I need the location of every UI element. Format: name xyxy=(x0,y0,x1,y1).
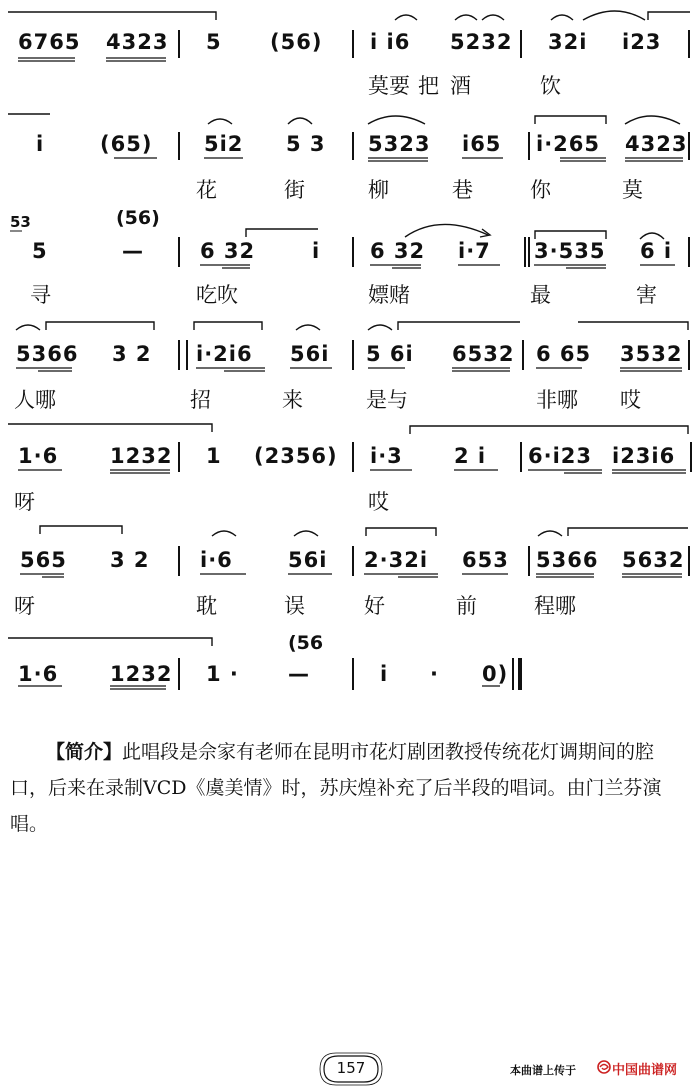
barline xyxy=(178,340,180,370)
lyric: 误 xyxy=(284,594,305,618)
note-group: 6·i23 xyxy=(528,444,593,468)
note-group: (56 xyxy=(288,632,324,654)
barline xyxy=(688,30,690,58)
intro-label: 【简介】 xyxy=(46,741,123,763)
note-group: 6 32 xyxy=(370,239,426,263)
lyric: 莫要 xyxy=(368,74,410,98)
lyric: 最 xyxy=(530,283,551,307)
lyric: 呀 xyxy=(14,594,35,618)
barline xyxy=(688,132,690,160)
note-group: 3·535 xyxy=(534,239,606,263)
barline xyxy=(178,30,180,58)
note-group: — xyxy=(288,662,310,686)
note-group: · xyxy=(430,662,439,686)
barline xyxy=(522,340,524,370)
note-group: 653 xyxy=(462,548,509,572)
note-group: 6532 xyxy=(452,342,515,366)
barline xyxy=(352,237,354,267)
note-group: 3532 xyxy=(620,342,683,366)
note-group: — xyxy=(122,239,144,263)
score-line-1 xyxy=(0,10,700,110)
page-number: 157 xyxy=(336,1059,366,1077)
slur-marks xyxy=(0,112,700,212)
note-group: 5323 xyxy=(368,132,431,156)
note-group: 4323 xyxy=(625,132,688,156)
barline xyxy=(178,442,180,472)
note-group: 5 xyxy=(32,239,48,263)
score-line-7 xyxy=(0,628,700,728)
note-group: (2356) xyxy=(254,444,338,468)
note-group: i65 xyxy=(462,132,502,156)
barline xyxy=(352,442,354,472)
lyric: 好 xyxy=(364,594,385,618)
lyric: 哎 xyxy=(620,388,641,412)
lyric: 花 xyxy=(196,178,217,202)
slur-marks xyxy=(0,316,700,416)
lyric: 把 xyxy=(418,74,439,98)
barline xyxy=(352,546,354,576)
barline xyxy=(178,546,180,576)
note-group: 56i xyxy=(288,548,328,572)
note-group: 1 · xyxy=(206,662,239,686)
lyric: 柳 xyxy=(368,178,389,202)
barline xyxy=(520,30,522,58)
lyric: 酒 xyxy=(450,74,471,98)
slur-marks xyxy=(0,628,700,728)
note-group: 5 6i xyxy=(366,342,414,366)
barline xyxy=(528,132,530,160)
note-group: i·2i6 xyxy=(196,342,253,366)
note-group: (56) xyxy=(116,207,160,229)
cloud-swirl-icon xyxy=(597,1060,611,1074)
score-line-5 xyxy=(0,418,700,518)
note-group: 5366 xyxy=(536,548,599,572)
note-group: (56) xyxy=(270,30,323,54)
final-barline xyxy=(512,658,514,690)
lyric: 非哪 xyxy=(536,388,578,412)
barline xyxy=(352,658,354,690)
note-group: 5 xyxy=(206,30,222,54)
lyric: 莫 xyxy=(622,178,643,202)
barline xyxy=(352,340,354,370)
lyric: 街 xyxy=(284,178,305,202)
lyric: 来 xyxy=(282,388,303,412)
barline xyxy=(352,30,354,58)
slur-marks xyxy=(0,10,700,110)
note-group: 1·6 xyxy=(18,662,59,686)
lyric: 招 xyxy=(190,388,211,412)
intro-text: 此唱段是佘家有老师在昆明市花灯剧团教授传统花灯调期间的腔口，后来在录制VCD《虞美情》时，苏庆煌补充了后半段的唱词。由门兰芬演唱。 xyxy=(10,741,662,835)
barline xyxy=(688,546,690,576)
barline xyxy=(688,237,690,267)
note-group: i·7 xyxy=(458,239,491,263)
final-barline xyxy=(518,658,522,690)
note-group: 4323 xyxy=(106,30,169,54)
note-group: 56i xyxy=(290,342,330,366)
note-group: i·3 xyxy=(370,444,403,468)
barline xyxy=(186,340,188,370)
note-group: 1232 xyxy=(110,662,173,686)
note-group: 1 xyxy=(206,444,222,468)
note-group: 3 2 xyxy=(110,548,150,572)
lyric: 害 xyxy=(636,283,657,307)
note-group: 6 65 xyxy=(536,342,592,366)
slur-marks xyxy=(0,418,700,518)
note-group: 6 32 xyxy=(200,239,256,263)
barline xyxy=(524,237,526,267)
barline xyxy=(178,658,180,690)
note-group: i23 xyxy=(622,30,662,54)
note-group: i i6 xyxy=(370,30,411,54)
barline xyxy=(352,132,354,160)
note-group: 5232 xyxy=(450,30,513,54)
barline xyxy=(690,442,692,472)
slur-marks xyxy=(0,522,700,622)
note-group: 5366 xyxy=(16,342,79,366)
barline xyxy=(520,442,522,472)
lyric: 嫖赌 xyxy=(368,283,410,307)
note-group: i·6 xyxy=(200,548,233,572)
note-group: i23i6 xyxy=(612,444,676,468)
note-group: 3 2 xyxy=(112,342,152,366)
barline xyxy=(528,237,530,267)
intro-paragraph xyxy=(10,734,692,842)
note-group: 5i2 xyxy=(204,132,244,156)
barline xyxy=(688,340,690,370)
note-group: i·265 xyxy=(536,132,601,156)
note-group: 1232 xyxy=(110,444,173,468)
lyric: 耽 xyxy=(196,594,217,618)
note-group: 5632 xyxy=(622,548,685,572)
note-group: 565 xyxy=(20,548,67,572)
note-group: 0) xyxy=(482,662,509,686)
barline xyxy=(528,546,530,576)
score-line-4 xyxy=(0,316,700,416)
note-group: 5 3 xyxy=(286,132,326,156)
lyric: 吃吹 xyxy=(196,283,238,307)
note-group: (65) xyxy=(100,132,153,156)
note-group: 2·32i xyxy=(364,548,429,572)
barline xyxy=(178,237,180,267)
lyric: 哎 xyxy=(368,490,389,514)
score-line-6 xyxy=(0,522,700,622)
note-group: 1·6 xyxy=(18,444,59,468)
lyric: 你 xyxy=(530,178,551,202)
lyric: 寻 xyxy=(30,283,51,307)
lyric: 呀 xyxy=(14,490,35,514)
site-logo-text[interactable]: 中国曲谱网 xyxy=(612,1063,678,1078)
lyric: 程哪 xyxy=(534,594,576,618)
note-group: i xyxy=(380,662,389,686)
score-line-3 xyxy=(0,207,700,307)
lyric: 巷 xyxy=(452,178,473,202)
score-line-2 xyxy=(0,112,700,212)
note-group: 32i xyxy=(548,30,588,54)
grace-note: 53 xyxy=(10,213,31,231)
lyric: 人哪 xyxy=(14,388,56,412)
lyric: 是与 xyxy=(366,388,408,412)
lyric: 饮 xyxy=(540,74,561,98)
note-group: 6 i xyxy=(640,239,673,263)
footer-upload-text: 本曲谱上传于 xyxy=(510,1064,576,1077)
barline xyxy=(178,132,180,160)
note-group: i xyxy=(312,239,321,263)
lyric: 前 xyxy=(456,594,477,618)
note-group: 2 i xyxy=(454,444,487,468)
note-group: 6765 xyxy=(18,30,81,54)
note-group: i xyxy=(36,132,45,156)
